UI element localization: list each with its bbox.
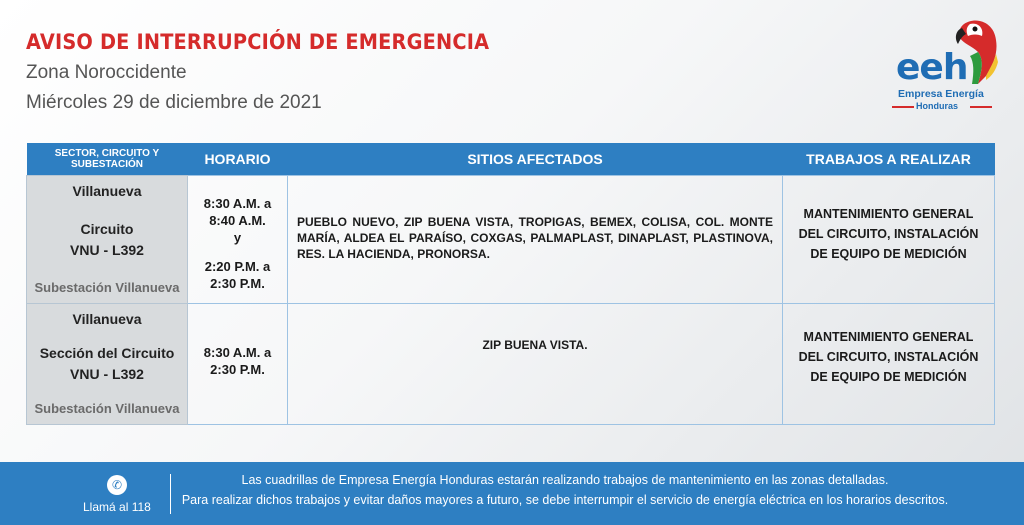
table-row (27, 304, 995, 425)
parrot-icon (948, 18, 1000, 86)
header-sites: SITIOS AFECTADOS (288, 143, 783, 176)
header-sector: SECTOR, CIRCUITO Y SUBESTACIÓN (27, 143, 188, 176)
phone-icon[interactable]: ✆ (107, 475, 127, 495)
circuit-code: VNU - L392 (70, 241, 144, 258)
works-cell (783, 304, 995, 425)
footer-line-1: Las cuadrillas de Empresa Energía Honduras estarán realizando trabajos de mantenimiento en las zonas detalladas. (241, 473, 889, 487)
sites-cell (288, 304, 783, 425)
footer-line-2: Para realizar dichos trabajos y evitar daños mayores a futuro, se debe interrumpir el servicio de energía eléctrica en los horarios descritos. (181, 493, 949, 507)
footer-banner (0, 462, 1024, 525)
sites-text: ZIP BUENA VISTA. (482, 338, 588, 352)
substation-label: Subestación Villanueva (34, 401, 180, 416)
schedule-line: 2:30 P.M. (210, 276, 265, 291)
footer-divider (170, 474, 171, 514)
works-text: MANTENIMIENTO GENERAL DEL CIRCUITO, INSTALACIÓN DE EQUIPO DE MEDICIÓN (798, 207, 979, 261)
company-logo (890, 18, 1000, 118)
footer-message (175, 470, 955, 510)
schedule-line: 2:30 P.M. (210, 362, 265, 377)
substation-label: Subestación Villanueva (34, 280, 180, 295)
schedule-line: 2:20 P.M. a (204, 259, 271, 274)
schedule-line: y (233, 230, 242, 245)
date-label: Miércoles 29 de diciembre de 2021 (26, 92, 322, 113)
circuit-code: VNU - L392 (70, 366, 144, 382)
works-text: MANTENIMIENTO GENERAL DEL CIRCUITO, INSTALACIÓN DE EQUIPO DE MEDICIÓN (798, 330, 979, 384)
table-row (27, 176, 995, 304)
header-schedule: HORARIO (188, 143, 288, 176)
zone-label: Zona Noroccidente (26, 62, 187, 83)
logo-line-left (892, 106, 914, 108)
schedule-line: 8:40 A.M. (209, 213, 266, 228)
header-works: TRABAJOS A REALIZAR (783, 143, 995, 176)
schedule-cell (188, 176, 288, 304)
logo-company-name: Empresa Energía (898, 88, 984, 100)
sector-town: Villanueva (72, 311, 142, 327)
schedule-cell (188, 304, 288, 425)
sector-cell (27, 304, 188, 425)
logo-country: Honduras (916, 101, 959, 111)
logo-line-right (970, 106, 992, 108)
schedule-line: 8:30 A.M. a (203, 345, 272, 360)
circuit-label: Circuito (80, 220, 134, 237)
outage-table (26, 143, 995, 425)
logo-short: eeh (896, 47, 968, 88)
circuit-label: Sección del Circuito (39, 345, 175, 361)
works-cell (783, 176, 995, 304)
table-header-row (27, 143, 995, 176)
phone-label[interactable]: Llamá al 118 (83, 500, 151, 514)
sector-cell (27, 176, 188, 304)
sector-town: Villanueva (72, 183, 142, 199)
page-title: AVISO DE INTERRUPCIÓN DE EMERGENCIA (26, 30, 490, 54)
sites-text: PUEBLO NUEVO, ZIP BUENA VISTA, TROPIGAS, BEMEX, COLISA, COL. MONTE MARÍA, ALDEA EL PARAÍSO, COXGAS, PALMAPLAST, DINAPLAST, PLASTINOVA, RES. LA HACIENDA, PRONORSA. (297, 215, 773, 261)
sites-cell (288, 176, 783, 304)
schedule-line: 8:30 A.M. a (203, 196, 272, 211)
